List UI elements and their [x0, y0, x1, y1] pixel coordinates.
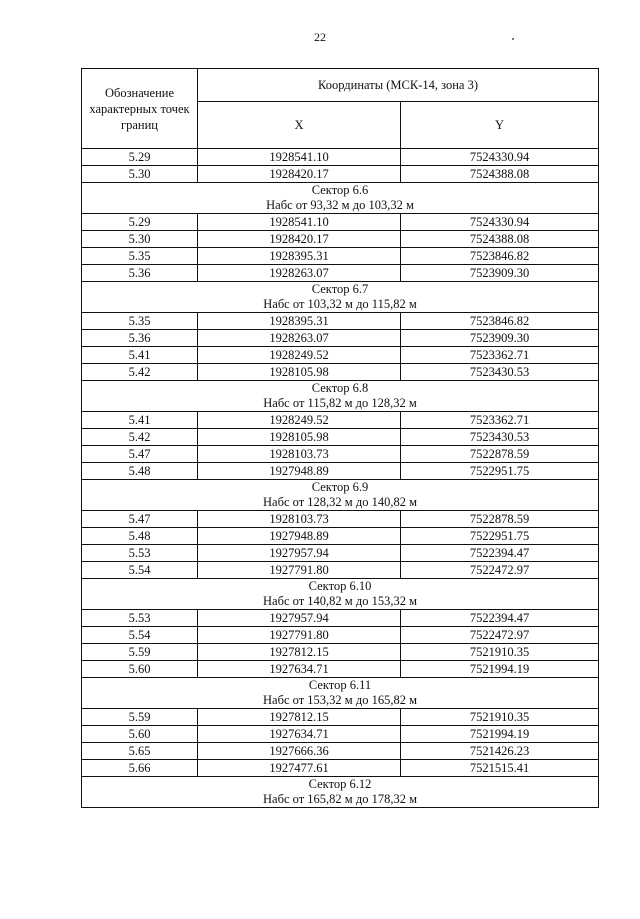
y-coordinate-cell: 7522394.47 [401, 545, 599, 562]
table-row [82, 248, 599, 265]
table-row [82, 562, 599, 579]
table-row [82, 511, 599, 528]
point-id-cell: 5.30 [82, 231, 198, 248]
y-coordinate-cell: 7524388.08 [401, 231, 599, 248]
table-row [82, 545, 599, 562]
x-coordinate-cell: 1927791.80 [198, 562, 401, 579]
y-coordinate-cell: 7523430.53 [401, 429, 599, 446]
y-header: Y [401, 102, 599, 149]
point-designation-header: Обозначение характерных точек границ [82, 69, 198, 149]
table-body [82, 149, 599, 808]
table-row [82, 644, 599, 661]
table-row [82, 661, 599, 678]
sector-title: Сектор 6.11 [308, 678, 372, 692]
sector-title: Сектор 6.8 [311, 381, 369, 395]
y-coordinate-cell: 7521994.19 [401, 661, 599, 678]
x-coordinate-cell: 1928541.10 [198, 214, 401, 231]
table-row [82, 709, 599, 726]
sector-title: Сектор 6.9 [311, 480, 369, 494]
sector-height-range: Набс от 115,82 м до 128,32 м [263, 396, 417, 410]
x-coordinate-cell: 1928103.73 [198, 511, 401, 528]
page-number: 22 [314, 30, 326, 44]
sector-title: Сектор 6.6 [311, 183, 369, 197]
point-id-cell: 5.48 [82, 528, 198, 545]
point-id-cell: 5.47 [82, 511, 198, 528]
sector-height-range: Набс от 165,82 м до 178,32 м [263, 792, 417, 806]
sector-cell [82, 579, 599, 610]
x-coordinate-cell: 1928420.17 [198, 231, 401, 248]
sector-row [82, 183, 599, 214]
point-id-cell: 5.30 [82, 166, 198, 183]
sector-row [82, 678, 599, 709]
point-id-cell: 5.36 [82, 330, 198, 347]
table-row [82, 364, 599, 381]
sector-height-range: Набс от 140,82 м до 153,32 м [263, 594, 417, 608]
point-id-cell: 5.65 [82, 743, 198, 760]
x-coordinate-cell: 1928103.73 [198, 446, 401, 463]
point-id-cell: 5.41 [82, 347, 198, 364]
sector-cell [82, 183, 599, 214]
sector-row [82, 381, 599, 412]
y-coordinate-cell: 7522878.59 [401, 446, 599, 463]
point-id-cell: 5.29 [82, 214, 198, 231]
table-row [82, 743, 599, 760]
point-id-cell: 5.60 [82, 661, 198, 678]
y-coordinate-cell: 7524330.94 [401, 214, 599, 231]
y-coordinate-cell: 7523430.53 [401, 364, 599, 381]
y-coordinate-cell: 7521910.35 [401, 644, 599, 661]
y-coordinate-cell: 7521515.41 [401, 760, 599, 777]
sector-row [82, 282, 599, 313]
x-coordinate-cell: 1928395.31 [198, 313, 401, 330]
x-coordinate-cell: 1927812.15 [198, 644, 401, 661]
table-row [82, 412, 599, 429]
y-coordinate-cell: 7523909.30 [401, 265, 599, 282]
coordinates-header: Координаты (МСК-14, зона 3) [198, 69, 599, 102]
point-id-cell: 5.59 [82, 644, 198, 661]
x-coordinate-cell: 1927957.94 [198, 545, 401, 562]
coordinates-table [81, 68, 599, 808]
y-coordinate-cell: 7522951.75 [401, 528, 599, 545]
y-coordinate-cell: 7523846.82 [401, 313, 599, 330]
point-id-cell: 5.54 [82, 562, 198, 579]
x-coordinate-cell: 1927948.89 [198, 463, 401, 480]
y-coordinate-cell: 7521910.35 [401, 709, 599, 726]
x-coordinate-cell: 1927477.61 [198, 760, 401, 777]
sector-height-range: Набс от 93,32 м до 103,32 м [266, 198, 414, 212]
x-coordinate-cell: 1927791.80 [198, 627, 401, 644]
point-id-cell: 5.48 [82, 463, 198, 480]
table-row [82, 610, 599, 627]
sector-cell [82, 678, 599, 709]
point-id-cell: 5.53 [82, 610, 198, 627]
y-coordinate-cell: 7522878.59 [401, 511, 599, 528]
table-row [82, 149, 599, 166]
table-row [82, 429, 599, 446]
sector-cell [82, 381, 599, 412]
x-coordinate-cell: 1927812.15 [198, 709, 401, 726]
table-row [82, 214, 599, 231]
sector-title: Сектор 6.7 [311, 282, 369, 296]
x-coordinate-cell: 1927948.89 [198, 528, 401, 545]
point-id-cell: 5.35 [82, 313, 198, 330]
point-id-cell: 5.47 [82, 446, 198, 463]
x-coordinate-cell: 1928263.07 [198, 265, 401, 282]
x-coordinate-cell: 1928541.10 [198, 149, 401, 166]
sector-row [82, 777, 599, 808]
point-id-cell: 5.53 [82, 545, 198, 562]
y-coordinate-cell: 7521994.19 [401, 726, 599, 743]
table-row [82, 446, 599, 463]
x-coordinate-cell: 1928420.17 [198, 166, 401, 183]
sector-cell [82, 777, 599, 808]
x-coordinate-cell: 1928249.52 [198, 347, 401, 364]
y-coordinate-cell: 7522472.97 [401, 627, 599, 644]
y-coordinate-cell: 7524330.94 [401, 149, 599, 166]
x-coordinate-cell: 1928105.98 [198, 429, 401, 446]
x-coordinate-cell: 1927634.71 [198, 726, 401, 743]
y-coordinate-cell: 7523362.71 [401, 412, 599, 429]
y-coordinate-cell: 7521426.23 [401, 743, 599, 760]
x-coordinate-cell: 1928249.52 [198, 412, 401, 429]
y-coordinate-cell: 7522394.47 [401, 610, 599, 627]
sector-cell [82, 282, 599, 313]
sector-row [82, 579, 599, 610]
sector-title: Сектор 6.12 [308, 777, 372, 791]
point-id-cell: 5.59 [82, 709, 198, 726]
sector-cell [82, 480, 599, 511]
point-id-cell: 5.41 [82, 412, 198, 429]
table-row [82, 347, 599, 364]
x-coordinate-cell: 1927666.36 [198, 743, 401, 760]
x-coordinate-cell: 1928395.31 [198, 248, 401, 265]
table-header [82, 69, 599, 149]
y-coordinate-cell: 7523362.71 [401, 347, 599, 364]
y-coordinate-cell: 7522472.97 [401, 562, 599, 579]
x-coordinate-cell: 1928105.98 [198, 364, 401, 381]
table-row [82, 231, 599, 248]
sector-row [82, 480, 599, 511]
y-coordinate-cell: 7522951.75 [401, 463, 599, 480]
point-id-cell: 5.54 [82, 627, 198, 644]
x-coordinate-cell: 1927957.94 [198, 610, 401, 627]
point-id-cell: 5.35 [82, 248, 198, 265]
point-id-cell: 5.42 [82, 364, 198, 381]
sector-height-range: Набс от 128,32 м до 140,82 м [263, 495, 417, 509]
table-row [82, 627, 599, 644]
scan-speck [512, 38, 514, 40]
x-header: X [198, 102, 401, 149]
x-coordinate-cell: 1928263.07 [198, 330, 401, 347]
point-id-cell: 5.66 [82, 760, 198, 777]
table-row [82, 313, 599, 330]
sector-height-range: Набс от 103,32 м до 115,82 м [263, 297, 417, 311]
table-row [82, 330, 599, 347]
table-row [82, 166, 599, 183]
point-id-cell: 5.42 [82, 429, 198, 446]
point-id-cell: 5.36 [82, 265, 198, 282]
table-row [82, 265, 599, 282]
sector-title: Сектор 6.10 [308, 579, 372, 593]
y-coordinate-cell: 7523909.30 [401, 330, 599, 347]
table-row [82, 528, 599, 545]
table-row [82, 726, 599, 743]
table-row [82, 463, 599, 480]
point-id-cell: 5.60 [82, 726, 198, 743]
y-coordinate-cell: 7524388.08 [401, 166, 599, 183]
x-coordinate-cell: 1927634.71 [198, 661, 401, 678]
sector-height-range: Набс от 153,32 м до 165,82 м [263, 693, 417, 707]
table-row [82, 760, 599, 777]
point-id-cell: 5.29 [82, 149, 198, 166]
y-coordinate-cell: 7523846.82 [401, 248, 599, 265]
